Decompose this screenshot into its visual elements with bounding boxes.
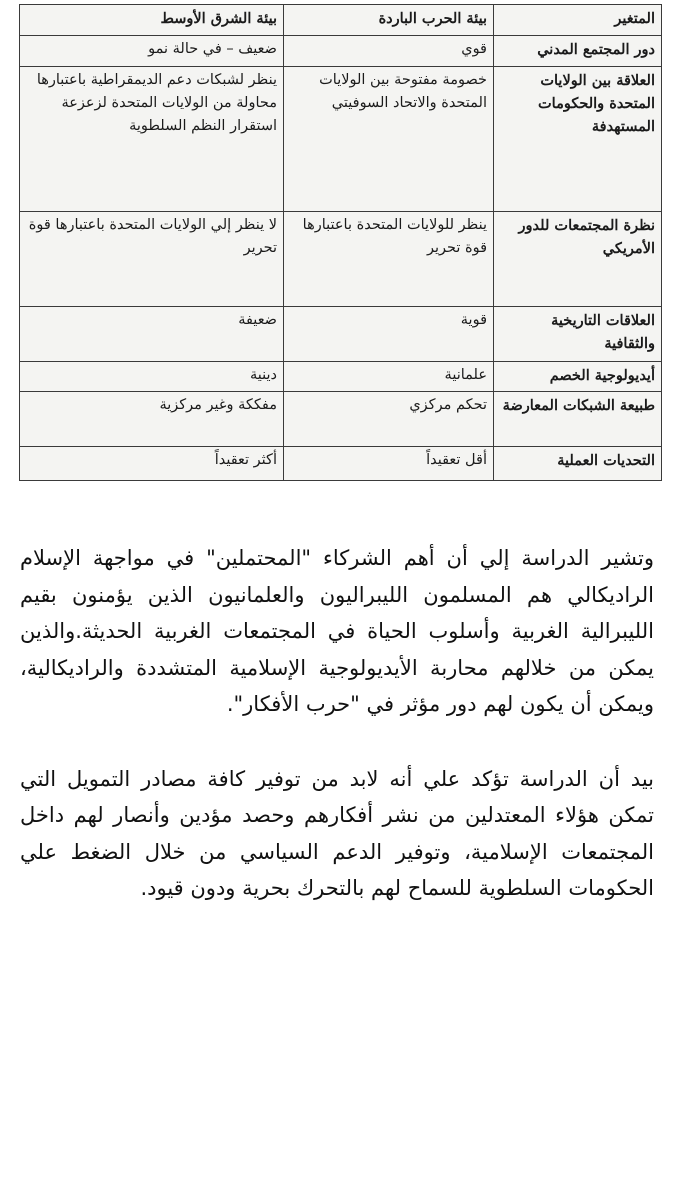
row-variable: العلاقات التاريخية والثقافية: [494, 307, 662, 362]
row-middle-east: أكثر تعقيداً: [20, 447, 284, 481]
paragraph: بيد أن الدراسة تؤكد علي أنه لابد من توفير كافة مصادر التمويل التي تمكن هؤلاء المعتدلين من نشر أفكارهم وحصد مؤدين وأنصار لهم داخل المجتمعات الإسلامية، وتوفير الدعم السياسي من خلال الضغط علي الحكومات السلطوية للسماح لهم بالتحرك بحرية ودون قيود.: [20, 766, 654, 900]
row-cold-war: ينظر للولايات المتحدة باعتبارها قوة تحرير: [284, 212, 494, 307]
row-middle-east: مفككة وغير مركزية: [20, 392, 284, 447]
row-middle-east: ضعيف – في حالة نمو: [20, 36, 284, 67]
table-row: [20, 392, 662, 447]
row-middle-east: ضعيفة: [20, 307, 284, 362]
row-cold-war: أقل تعقيداً: [284, 447, 494, 481]
row-cold-war: تحكم مركزي: [284, 392, 494, 447]
table-header-row: [20, 5, 662, 36]
row-cold-war: علمانية: [284, 362, 494, 392]
header-cold-war: بيئة الحرب الباردة: [284, 5, 494, 36]
row-variable: أيديولوجية الخصم: [494, 362, 662, 392]
table-row: [20, 67, 662, 212]
table-row: [20, 307, 662, 362]
paragraph: وتشير الدراسة إلي أن أهم الشركاء "المحتملين" في مواجهة الإسلام الراديكالي هم المسلمون الليبراليون والعلمانيون الذين يؤمنون بقيم الليبرالية الغربية وأسلوب الحياة في المجتمعات الغربية الحديثة.والذين يمكن من خلالهم محاربة الأيديولوجية الإسلامية المتشددة والراديكالية، ويمكن أن يكون لهم دور مؤثر في "حرب الأفكار".: [20, 546, 654, 716]
row-middle-east: دينية: [20, 362, 284, 392]
row-variable: العلاقة بين الولايات المتحدة والحكومات المستهدفة: [494, 67, 662, 212]
header-variable: المتغير: [494, 5, 662, 36]
row-variable: التحديات العملية: [494, 447, 662, 481]
row-variable: طبيعة الشبكات المعارضة: [494, 392, 662, 447]
comparison-table-image: [20, 4, 662, 480]
table-row: [20, 447, 662, 481]
row-variable: نظرة المجتمعات للدور الأمريكي: [494, 212, 662, 307]
row-cold-war: قوية: [284, 307, 494, 362]
article-body: [20, 540, 654, 907]
header-middle-east: بيئة الشرق الأوسط: [20, 5, 284, 36]
row-middle-east: ينظر لشبكات دعم الديمقراطية باعتبارها محاولة من الولايات المتحدة لزعزعة استقرار النظم السلطوية: [20, 67, 284, 212]
comparison-table: [19, 4, 662, 481]
row-cold-war: قوي: [284, 36, 494, 67]
row-cold-war: خصومة مفتوحة بين الولايات المتحدة والاتحاد السوفيتي: [284, 67, 494, 212]
row-variable: دور المجتمع المدني: [494, 36, 662, 67]
table-row: [20, 36, 662, 67]
table-row: [20, 212, 662, 307]
row-middle-east: لا ينظر إلي الولايات المتحدة باعتبارها قوة تحرير: [20, 212, 284, 307]
table-row: [20, 362, 662, 392]
